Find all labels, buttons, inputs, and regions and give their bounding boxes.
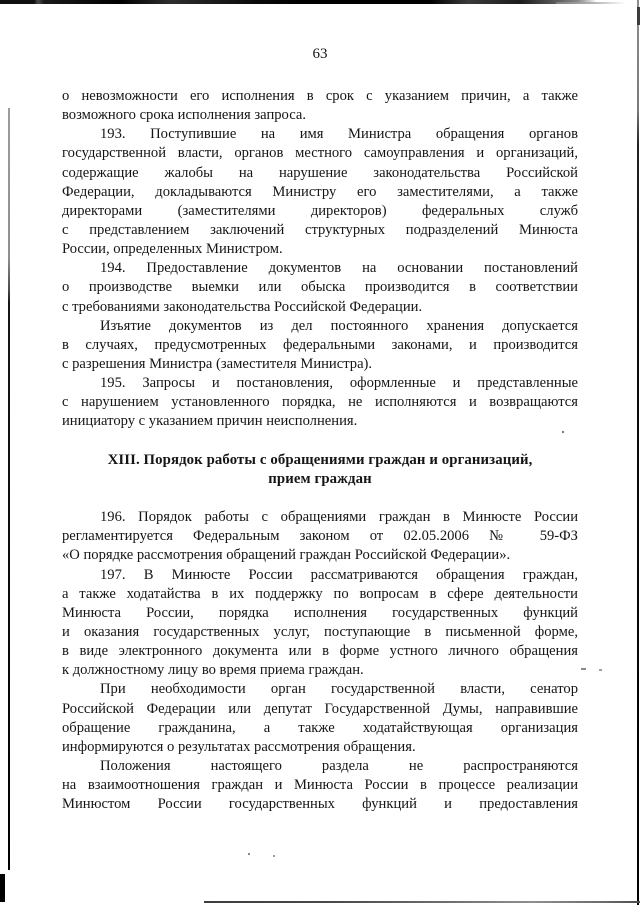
text-line: возможного срока исполнения запроса.: [62, 107, 306, 124]
scan-speck: [248, 853, 250, 855]
text-line: и оказания государственных услуг, поступающие в письменной форме,: [62, 623, 578, 640]
text-line: 194. Предоставление документов на основании постановлений: [100, 260, 578, 277]
blank-line: [62, 432, 578, 451]
text-line: «О порядке рассмотрения обращений граждан Российской Федерации».: [62, 547, 511, 564]
text-line: с нарушением установленного порядка, не исполняются и возвращаются: [62, 394, 578, 411]
text-line: Минюстом России государственных функций и предоставления: [62, 796, 578, 813]
text-line: содержащие жалобы на нарушение законодательства Российской: [62, 164, 578, 181]
scan-artifact-right-edge: [637, 0, 639, 905]
scan-speck: [273, 855, 275, 857]
section-heading-line: прием граждан: [268, 470, 372, 487]
text-line: информируются о результатах рассмотрения обращения.: [62, 738, 416, 755]
text-line: в виде электронного документа или в форме устного личного обращения: [62, 643, 578, 660]
text-line: 197. В Минюсте России рассматриваются обращения граждан,: [100, 566, 578, 583]
text-line: о производстве выемки или обыска производится в соответствии: [62, 279, 578, 296]
text-line: регламентируется Федеральным законом от 02.05.2006 № 59-ФЗ: [62, 528, 578, 545]
text-line: в случаях, предусмотренных федеральными законами, и производится: [62, 336, 578, 353]
page-content: [62, 45, 578, 814]
text-line: 196. Порядок работы с обращениями граждан в Минюсте России: [100, 509, 578, 526]
scan-artifact-top-edge-2: [556, 2, 626, 4]
text-line: Положения настоящего раздела не распространяются: [100, 757, 578, 774]
text-body: [62, 87, 578, 814]
text-line: к должностному лицу во время приема граждан.: [62, 662, 364, 679]
section-heading-line: XIII. Порядок работы с обращениями граждан и организаций,: [107, 451, 533, 468]
text-line: 195. Запросы и постановления, оформленные и представленные: [100, 375, 578, 392]
scan-artifact-left-block: [0, 874, 5, 902]
text-line: При необходимости орган государственной власти, сенатор: [100, 681, 578, 698]
text-line: о невозможности его исполнения в срок с указанием причин, а также: [62, 88, 578, 104]
text-line: с представлением заключений структурных подразделений Минюста: [62, 221, 578, 238]
text-line: директорами (заместителями директоров) федеральных служб: [62, 202, 578, 219]
scan-speck: [581, 668, 586, 670]
text-line: с требованиями законодательства Российской Федерации.: [62, 298, 423, 315]
blank-line: [62, 489, 578, 508]
text-line: инициатору с указанием причин неисполнения.: [62, 413, 358, 430]
text-line: обращение гражданина, а также ходатайствующая организация: [62, 719, 578, 736]
scan-artifact-top-edge: [0, 0, 596, 4]
scan-speck: [599, 669, 602, 671]
text-line: Российской Федерации или депутат Государственной Думы, направившие: [62, 700, 578, 717]
scan-artifact-left-line: [8, 108, 10, 870]
text-line: с разрешения Министра (заместителя Министра).: [62, 355, 373, 372]
page-number: 63: [312, 46, 328, 62]
text-line: Изъятие документов из дел постоянного хранения допускается: [100, 317, 578, 334]
text-line: Федерации, докладываются Министру его заместителями, а также: [62, 183, 578, 200]
text-line: государственной власти, органов местного самоуправления и организаций,: [62, 145, 578, 162]
text-line: на взаимоотношения граждан и Минюста России в процессе реализации: [62, 777, 578, 794]
text-line: Минюста России, порядка исполнения государственных функций: [62, 604, 578, 621]
scan-artifact-bottom-edge: [204, 901, 640, 903]
text-line: России, определенных Министром.: [62, 241, 283, 258]
text-line: 193. Поступившие на имя Министра обращения органов: [100, 126, 578, 143]
text-line: а также ходатайства в их поддержку по вопросам в сфере деятельности: [62, 585, 578, 602]
